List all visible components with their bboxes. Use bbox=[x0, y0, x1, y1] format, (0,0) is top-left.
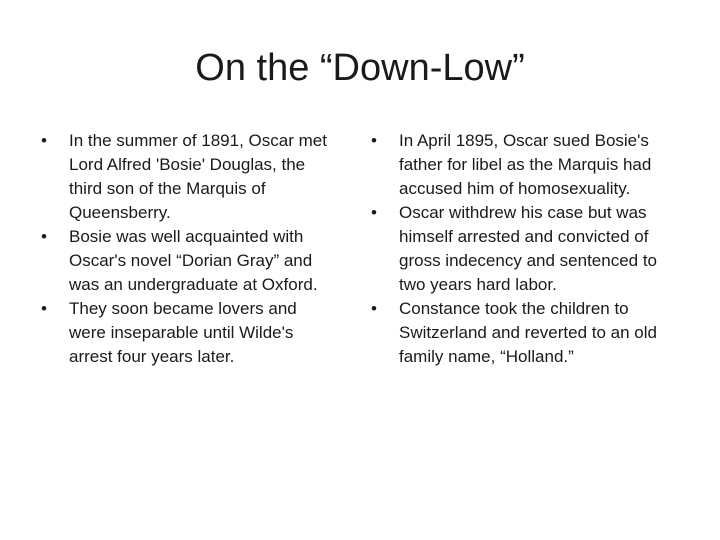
list-item bbox=[36, 225, 336, 297]
list-item bbox=[36, 297, 336, 369]
bullet-icon: • bbox=[371, 131, 377, 150]
bullet-icon: • bbox=[41, 299, 47, 318]
bullet-text: Constance took the children to Switzerland and reverted to an old family name, “Holland.” bbox=[399, 299, 657, 366]
list-item bbox=[366, 129, 666, 201]
bullet-text: Oscar withdrew his case but was himself arrested and convicted of gross indecency and sentenced to two years hard labor. bbox=[399, 203, 658, 294]
slide-title: On the “Down-Low” bbox=[195, 47, 525, 89]
bullet-text: In the summer of 1891, Oscar met Lord Alfred 'Bosie' Douglas, the third son of the Marquis of Queensberry. bbox=[69, 131, 327, 222]
right-bullet-list bbox=[366, 129, 666, 369]
bullet-text: They soon became lovers and were inseparable until Wilde's arrest four years later. bbox=[69, 299, 297, 366]
bullet-text: Bosie was well acquainted with Oscar's novel “Dorian Gray” and was an undergraduate at Oxford. bbox=[69, 227, 318, 294]
bullet-icon: • bbox=[371, 203, 377, 222]
bullet-text: In April 1895, Oscar sued Bosie's father for libel as the Marquis had accused him of homosexuality. bbox=[399, 131, 652, 198]
bullet-icon: • bbox=[371, 299, 377, 318]
list-item bbox=[36, 129, 336, 225]
bullet-icon: • bbox=[41, 131, 47, 150]
bullet-icon: • bbox=[41, 227, 47, 246]
list-item bbox=[366, 297, 666, 369]
list-item bbox=[366, 201, 666, 297]
left-bullet-list bbox=[36, 129, 336, 369]
